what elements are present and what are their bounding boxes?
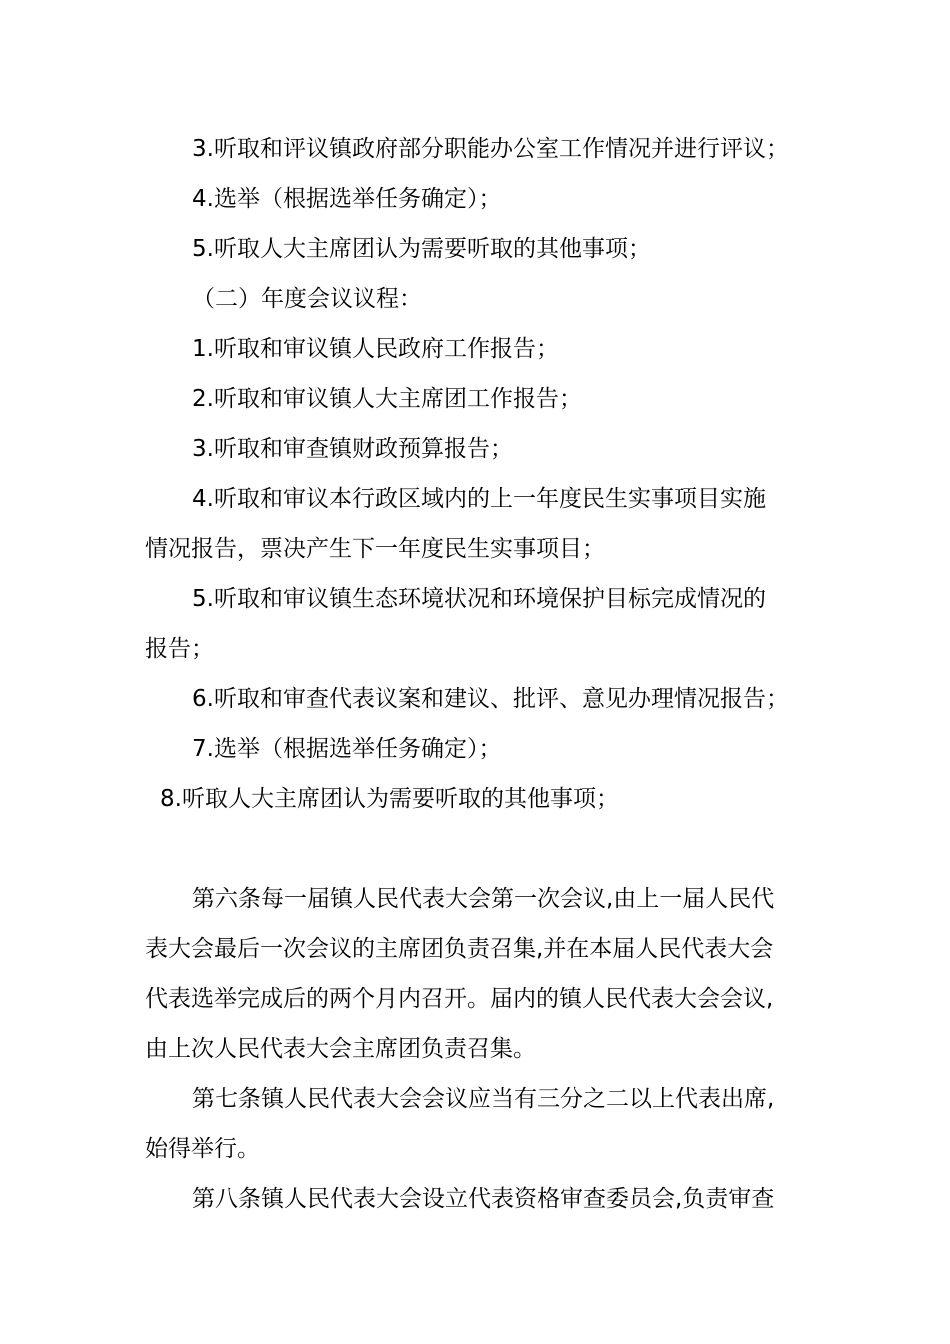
section-heading-annual-agenda: （二）年度会议议程： — [192, 286, 422, 312]
annual-item-2: 2.听取和审议镇人大主席团工作报告； — [192, 386, 582, 412]
annual-item-5-line1: 5.听取和审议镇生态环境状况和环境保护目标完成情况的 — [192, 586, 766, 612]
article-6-line4: 由上次人民代表大会主席团负责召集。 — [145, 1036, 536, 1062]
annual-item-1: 1.听取和审议镇人民政府工作报告； — [192, 336, 559, 362]
article-6-line3: 代表选举完成后的两个月内召开。届内的镇人民代表大会会议, — [145, 986, 774, 1012]
annual-item-4-line2: 情况报告，票决产生下一年度民生实事项目； — [145, 536, 605, 562]
article-6-line2: 表大会最后一次会议的主席团负责召集,并在本届人民代表大会 — [145, 936, 774, 962]
annual-item-3: 3.听取和审查镇财政预算报告； — [192, 436, 513, 462]
agenda-item-3-review: 3.听取和评议镇政府部分职能办公室工作情况并进行评议； — [192, 136, 789, 162]
article-7-line1: 第七条镇人民代表大会会议应当有三分之二以上代表出席, — [192, 1086, 775, 1112]
article-6-line1: 第六条每一届镇人民代表大会第一次会议,由上一届人民代 — [192, 886, 775, 912]
article-8-line1: 第八条镇人民代表大会设立代表资格审查委员会,负责审查 — [192, 1186, 775, 1212]
agenda-item-4-election: 4.选举（根据选举任务确定）； — [192, 186, 502, 212]
article-7-line2: 始得举行。 — [145, 1136, 260, 1162]
annual-item-4-line1: 4.听取和审议本行政区域内的上一年度民生实事项目实施 — [192, 486, 766, 512]
agenda-item-5-other: 5.听取人大主席团认为需要听取的其他事项； — [192, 236, 651, 262]
annual-item-7: 7.选举（根据选举任务确定）； — [192, 736, 502, 762]
annual-item-5-line2: 报告； — [145, 636, 214, 662]
annual-item-8: 8.听取人大主席团认为需要听取的其他事项； — [160, 786, 619, 812]
annual-item-6: 6.听取和审查代表议案和建议、批评、意见办理情况报告； — [192, 686, 789, 712]
